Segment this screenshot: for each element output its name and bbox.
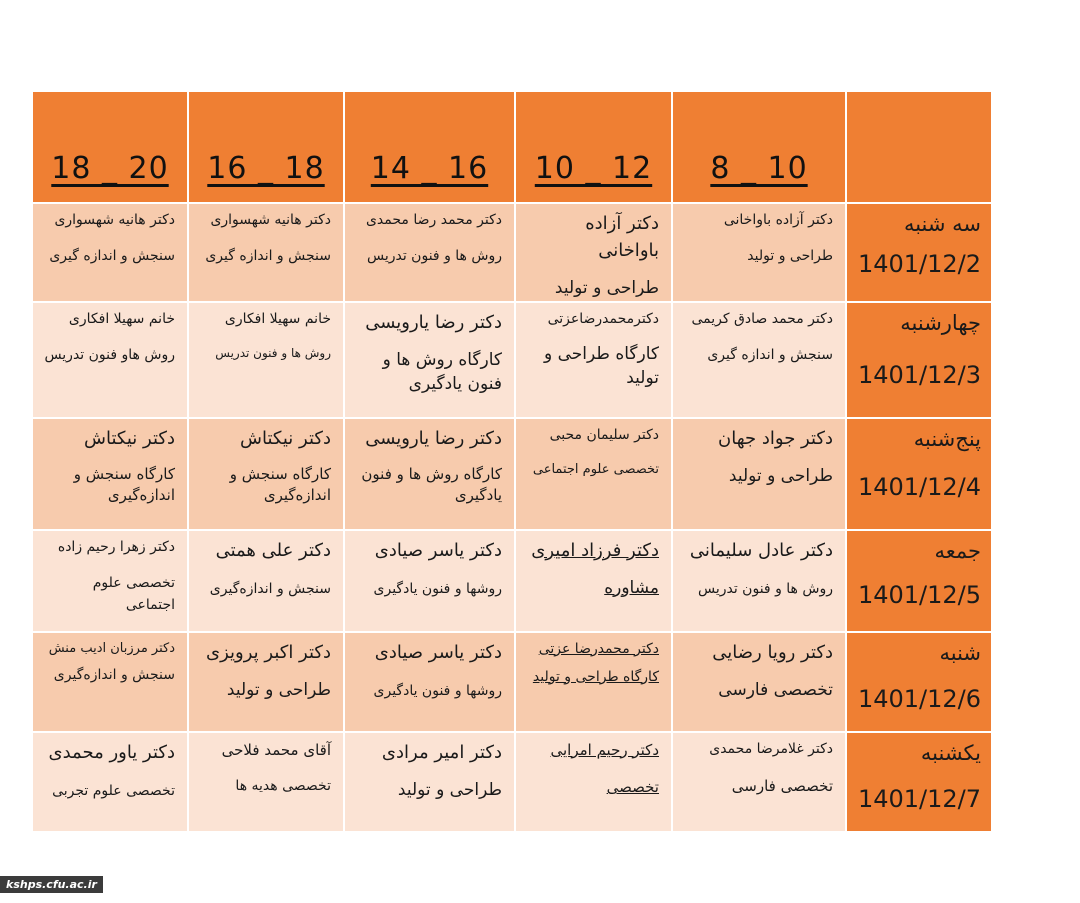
table-row <box>32 732 992 832</box>
schedule-cell <box>32 203 188 302</box>
schedule-cell <box>188 632 344 732</box>
day-date: 1401/12/7 <box>857 784 981 813</box>
day-date: 1401/12/3 <box>857 360 981 389</box>
course-name: طراحی و تولید <box>397 779 502 800</box>
day-date: 1401/12/6 <box>857 684 981 713</box>
course-name: کارگاه طراحی و تولید <box>532 668 659 685</box>
teacher-name: دکتر نیکتاش <box>240 427 331 449</box>
schedule-cell <box>515 530 672 632</box>
schedule-cell <box>32 302 188 418</box>
teacher-name: دکتر رضا یارویسی <box>365 311 502 333</box>
schedule-cell <box>672 302 846 418</box>
course-name: کارگاه سنجش و اندازه‌گیری <box>229 464 331 505</box>
header-row <box>32 91 992 203</box>
course-name: تخصصی <box>606 778 659 797</box>
day-cell <box>846 632 992 732</box>
day-name: پنج‌شنبه <box>913 426 981 451</box>
teacher-name: دکتر اکبر پرویزی <box>206 641 331 663</box>
course-name: تخصصی هدیه ها <box>235 778 331 795</box>
schedule-cell <box>344 418 515 530</box>
course-name: کارگاه سنجش و اندازه‌گیری <box>73 464 175 505</box>
day-name: چهارشنبه <box>900 310 981 335</box>
teacher-name: دکتر محمد صادق کریمی <box>691 310 833 327</box>
header-slot-10-12 <box>515 91 672 203</box>
header-slot-18-20 <box>32 91 188 203</box>
teacher-name: دکتر نیکتاش <box>84 427 175 449</box>
course-name: تخصصی علوم اجتماعی <box>532 461 659 477</box>
table-row <box>32 530 992 632</box>
schedule-cell <box>188 203 344 302</box>
day-cell <box>846 302 992 418</box>
teacher-name: دکتر آزاده باواخانی <box>723 212 833 228</box>
course-name: طراحی و تولید <box>554 278 659 298</box>
teacher-name: دکتر یاور محمدی <box>48 741 175 763</box>
teacher-name: دکترمحمدرضاعزتی <box>547 310 659 327</box>
course-name: طراحی و تولید <box>728 465 833 486</box>
day-date: 1401/12/4 <box>857 472 981 501</box>
teacher-name: دکتر محمد رضا محمدی <box>365 212 502 228</box>
schedule-cell <box>515 732 672 832</box>
teacher-name: دکتر مرزبان ادیب منش <box>48 640 175 656</box>
schedule-cell <box>32 530 188 632</box>
schedule-cell <box>32 418 188 530</box>
course-name: روشها و فنون یادگیری <box>373 580 502 597</box>
teacher-name: دکتر یاسر صیادی <box>374 641 502 663</box>
day-name: یکشنبه <box>920 740 981 765</box>
schedule-cell <box>515 632 672 732</box>
schedule-cell <box>32 732 188 832</box>
teacher-name: دکتر امیر مرادی <box>381 741 502 763</box>
course-name: طراحی و تولید <box>226 679 331 700</box>
schedule-table <box>31 90 993 833</box>
course-name: تخصصی فارسی <box>731 776 833 795</box>
schedule-cell <box>344 530 515 632</box>
day-cell <box>846 203 992 302</box>
day-cell <box>846 732 992 832</box>
course-name: تخصصی علوم اجتماعی <box>92 574 175 614</box>
course-name: روش ها و فنون تدریس <box>366 248 502 264</box>
course-name: کارگاه روش ها و فنون یادگیری <box>361 464 502 505</box>
course-name: سنجش و اندازه گیری <box>707 346 833 363</box>
schedule-cell <box>515 418 672 530</box>
teacher-name: دکتر هانیه شهسواری <box>54 212 175 228</box>
schedule-cell <box>188 302 344 418</box>
day-cell <box>846 530 992 632</box>
schedule-cell <box>344 302 515 418</box>
teacher-name: آقای محمد فلاحی <box>221 740 331 759</box>
schedule-cell <box>344 632 515 732</box>
schedule-cell <box>344 203 515 302</box>
header-corner <box>846 91 992 203</box>
course-name: تخصصی علوم تجربی <box>52 782 175 799</box>
day-name: جمعه <box>934 538 981 563</box>
day-name: سه شنبه <box>903 212 981 236</box>
course-name: طراحی و تولید <box>747 248 833 264</box>
course-name: روش ها و فنون تدریس <box>215 345 331 360</box>
site-watermark: kshps.cfu.ac.ir <box>0 876 103 893</box>
teacher-name: دکتر رحیم امرایی <box>550 740 659 759</box>
table-row <box>32 418 992 530</box>
time-slot-label: 8 _ 10 <box>710 150 808 186</box>
course-name: سنجش و اندازه‌گیری <box>53 667 175 684</box>
course-name: روش هاو فنون تدریس <box>44 346 175 363</box>
day-cell <box>846 418 992 530</box>
schedule-cell <box>515 302 672 418</box>
schedule-cell <box>515 203 672 302</box>
teacher-name: دکتر یاسر صیادی <box>374 539 502 561</box>
time-slot-label: 16 _ 18 <box>207 150 325 186</box>
course-name: سنجش و اندازه گیری <box>49 248 175 264</box>
day-date: 1401/12/5 <box>857 580 981 609</box>
schedule-cell <box>672 530 846 632</box>
schedule-cell <box>672 632 846 732</box>
header-slot-14-16 <box>344 91 515 203</box>
schedule-cell <box>344 732 515 832</box>
header-slot-8-10 <box>672 91 846 203</box>
teacher-name: دکتر غلامرضا محمدی <box>709 740 833 757</box>
teacher-name: دکتر رویا رضایی <box>712 641 833 663</box>
table-row <box>32 302 992 418</box>
course-name: روشها و فنون یادگیری <box>373 682 502 699</box>
teacher-name: دکتر آزاده باواخانی <box>585 213 659 261</box>
time-slot-label: 10 _ 12 <box>534 150 653 186</box>
course-name: سنجش و اندازه گیری <box>205 248 331 264</box>
teacher-name: خانم سهیلا افکاری <box>224 310 331 327</box>
table-row <box>32 203 992 302</box>
schedule-cell <box>672 732 846 832</box>
header-slot-16-18 <box>188 91 344 203</box>
teacher-name: دکتر علی همتی <box>215 539 331 561</box>
teacher-name: دکتر فرزاد امیری <box>531 539 659 561</box>
course-name: تخصصی فارسی <box>718 679 833 700</box>
course-name: مشاوره <box>604 577 659 598</box>
teacher-name: دکتر محمدرضا عزتی <box>538 640 659 657</box>
teacher-name: دکتر سلیمان محبی <box>549 426 659 443</box>
schedule-cell <box>672 203 846 302</box>
time-slot-label: 18 _ 20 <box>51 150 169 186</box>
teacher-name: دکتر رضا یارویسی <box>365 427 502 449</box>
schedule-cell <box>188 732 344 832</box>
schedule-cell <box>188 530 344 632</box>
teacher-name: خانم سهیلا افکاری <box>68 310 175 327</box>
schedule-cell <box>672 418 846 530</box>
schedule-cell <box>32 632 188 732</box>
teacher-name: دکتر جواد جهان <box>718 427 833 449</box>
teacher-name: دکتر عادل سلیمانی <box>689 539 833 561</box>
table-row <box>32 632 992 732</box>
time-slot-label: 14 _ 16 <box>370 150 489 186</box>
schedule-cell <box>188 418 344 530</box>
teacher-name: دکتر زهرا رحیم زاده <box>57 538 175 555</box>
course-name: کارگاه طراحی و تولید <box>544 343 659 389</box>
course-name: سنجش و اندازه‌گیری <box>209 580 331 597</box>
course-name: روش ها و فنون تدریس <box>697 580 833 597</box>
day-date: 1401/12/2 <box>857 250 981 278</box>
teacher-name: دکتر هانیه شهسواری <box>210 212 331 228</box>
course-name: کارگاه روش ها و فنون یادگیری <box>382 349 502 395</box>
day-name: شنبه <box>939 640 981 665</box>
